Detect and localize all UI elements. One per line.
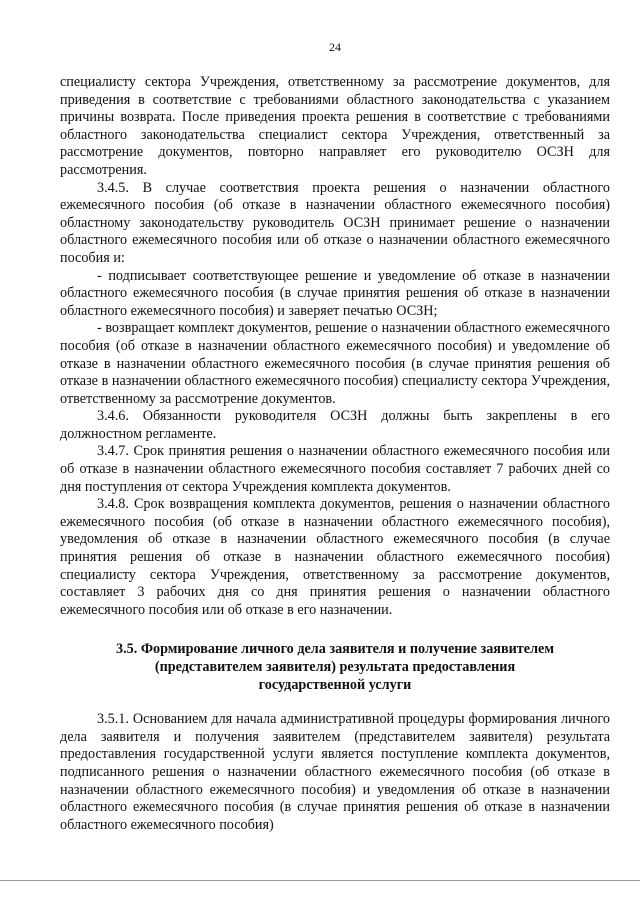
paragraph-3-4-5: 3.4.5. В случае соответствия проекта решения о назначении областного ежемесячного пособия (об отказе в назначении областного ежемесячного пособия) областному законодательству руководитель ОСЗН принимает решение о назначении областного ежемесячного пособия или об отказе о назначении областного ежемесячного пособия и: — [60, 179, 610, 266]
bottom-divider — [0, 880, 640, 881]
section-heading-3-5 — [60, 641, 610, 694]
list-item-sign: - подписывает соответствующее решение и уведомление об отказе в назначении областного ежемесячного пособия (в случае принятия решения об отказе в назначении областного ежемесячного пособия) и заверяет печатью ОСЗН; — [60, 267, 610, 319]
section-heading-line: государственной услуги — [258, 676, 412, 693]
paragraph-3-4-6: 3.4.6. Обязанности руководителя ОСЗН должны быть закреплены в его должностном регламенте. — [60, 408, 610, 442]
body-before-section — [60, 74, 610, 619]
paragraph-3-4-7: 3.4.7. Срок принятия решения о назначении областного ежемесячного пособия или об отказе в назначении областного ежемесячного пособия составляет 7 рабочих дней со дня поступления от сектора Учреждения комплекта документов. — [60, 443, 610, 495]
paragraph-3-5-1: 3.5.1. Основанием для начала административной процедуры формирования личного дела заявителя и получения заявителем (представителем заявителя) результата предоставления государственной услуги является поступление комплекта документов, подписанного решения о назначении областного ежемесячного пособия (об отказе в назначении областного ежемесячного пособия) и уведомления об отказе в назначении областного ежемесячного пособия (в случае принятия решения об отказе в назначении областного ежемесячного пособия) — [60, 711, 610, 833]
body-after-section — [60, 711, 610, 834]
paragraph-3-4-8: 3.4.8. Срок возвращения комплекта документов, решения о назначении областного ежемесячного пособия (об отказе в назначении областного ежемесячного пособия), уведомления об отказе в назначении областного ежемесячного пособия (в случае принятия решения об отказе в назначении областного ежемесячного пособия) специалисту сектора Учреждения, ответственному за рассмотрение документов, составляет 3 рабочих дня со дня принятия решения о назначении областного ежемесячного пособия или об отказе в его назначении. — [60, 496, 610, 618]
section-heading-line: 3.5. Формирование личного дела заявителя и получение заявителем — [115, 641, 554, 658]
page-number: 24 — [329, 40, 341, 54]
paragraph: специалисту сектора Учреждения, ответственному за рассмотрение документов, для приведения в соответствие с требованиями областного законодательства с указанием причины возврата. После приведения проекта решения в соответствие с требованиями областного законодательства специалист сектора Учреждения, ответственный за рассмотрение документов, повторно направляет его руководителю ОСЗН для рассмотрения. — [60, 74, 610, 178]
list-item-return: - возвращает комплект документов, решение о назначении областного ежемесячного пособия (об отказе в назначении областного ежемесячного пособия) и уведомление об отказе в назначении областного ежемесячного пособия (в случае принятия решения об отказе в назначении областного ежемесячного пособия) специалисту сектора Учреждения, ответственному за рассмотрение документов. — [60, 320, 610, 407]
section-heading-line: (представителем заявителя) результата предоставления — [154, 659, 516, 675]
